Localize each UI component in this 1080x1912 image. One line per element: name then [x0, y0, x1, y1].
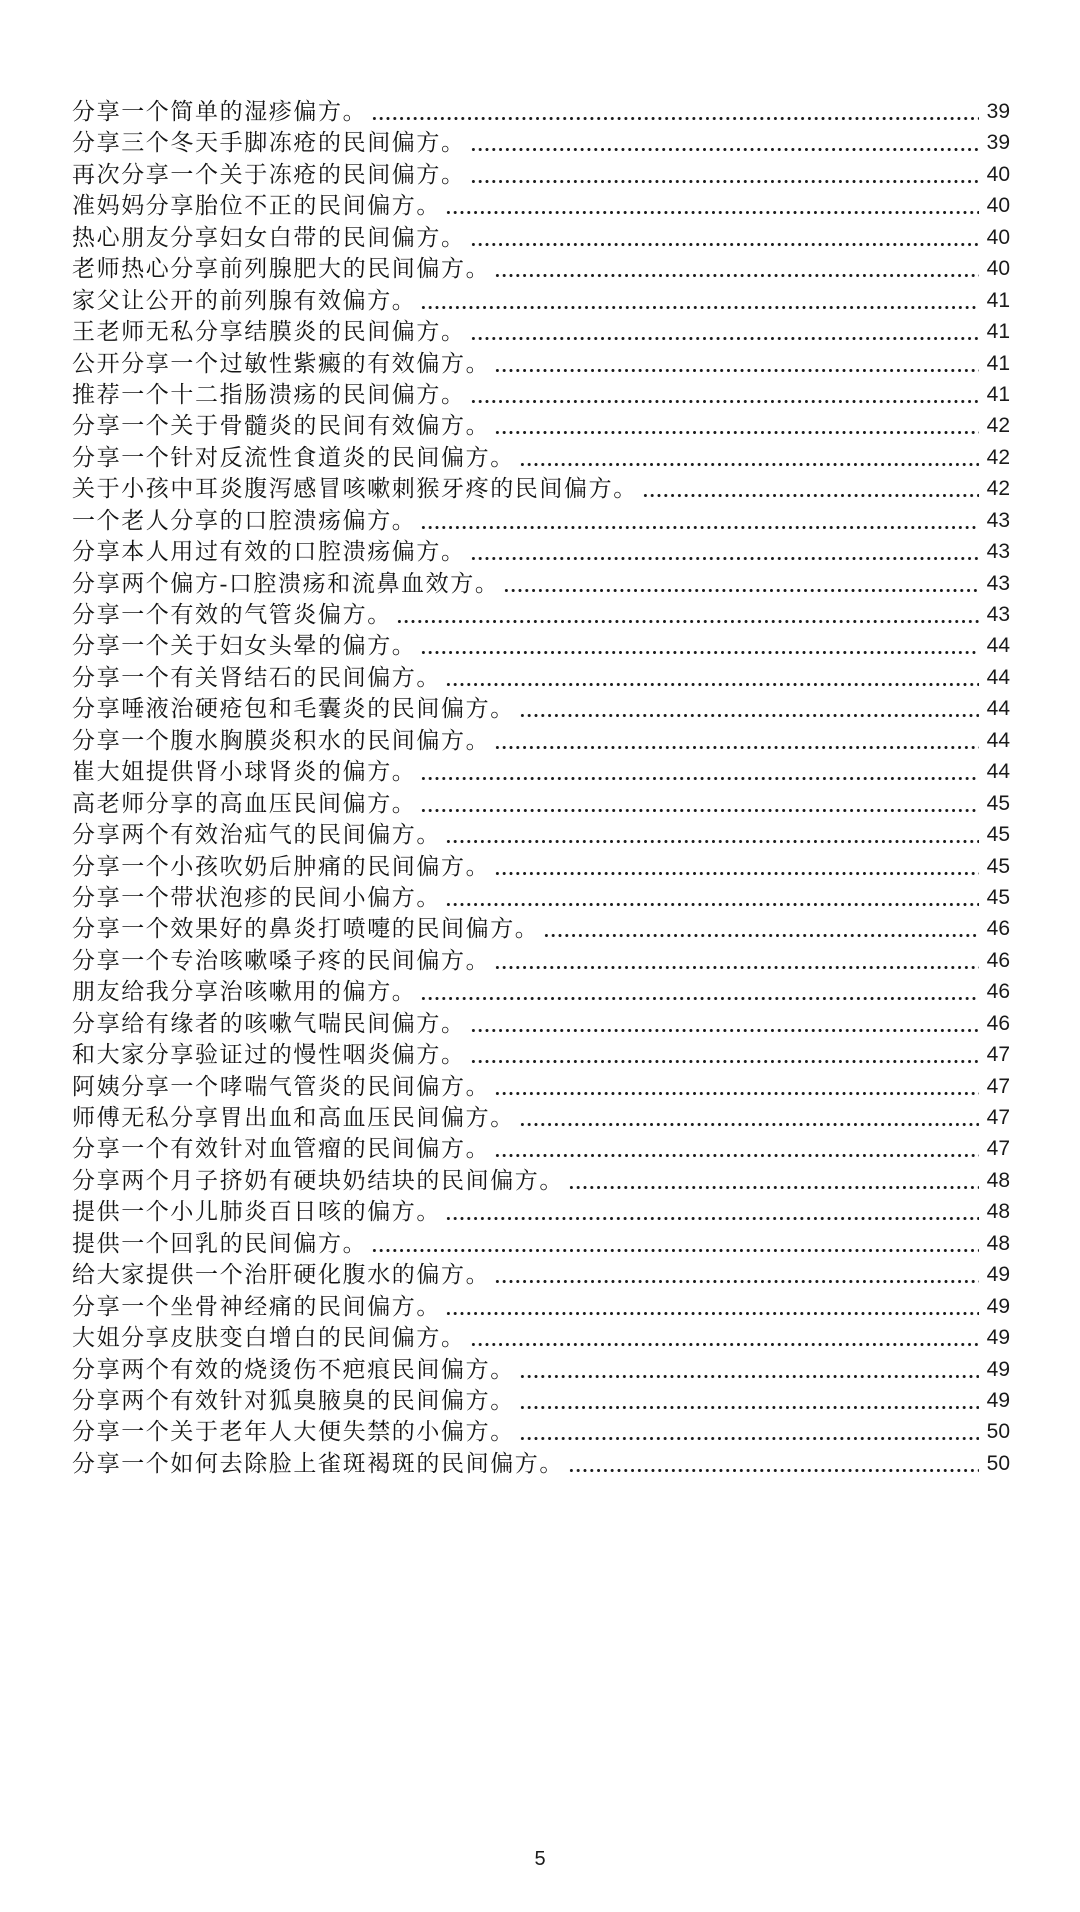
dot-leader: [420, 285, 978, 316]
toc-entry-page-number: 48: [986, 1231, 1010, 1255]
toc-entry[interactable]: [72, 1133, 1010, 1164]
toc-entry-title: 分享一个针对反流性食道炎的民间偏方。: [72, 444, 515, 470]
dot-leader: [642, 473, 979, 504]
toc-entry[interactable]: [72, 1385, 1010, 1416]
dot-leader: [396, 599, 979, 630]
toc-entry-page-number: 40: [986, 162, 1010, 186]
dot-leader: [568, 1165, 979, 1196]
toc-entry[interactable]: [72, 913, 1010, 944]
dot-leader: [519, 1385, 979, 1416]
toc-entry[interactable]: [72, 96, 1010, 127]
dot-leader: [519, 1102, 979, 1133]
toc-entry-page-number: 44: [986, 697, 1010, 721]
toc-entry[interactable]: [72, 662, 1010, 693]
toc-entry-page-number: 46: [986, 980, 1010, 1004]
toc-entry-title: 分享两个有效针对狐臭腋臭的民间偏方。: [72, 1387, 515, 1413]
toc-entry-title: 分享一个带状泡疹的民间小偏方。: [72, 884, 441, 910]
dot-leader: [420, 788, 978, 819]
toc-entry[interactable]: [72, 568, 1010, 599]
dot-leader: [494, 253, 978, 284]
toc-entry-page-number: 44: [986, 634, 1010, 658]
toc-entry-title: 分享一个坐骨神经痛的民间偏方。: [72, 1293, 441, 1319]
toc-entry[interactable]: [72, 1354, 1010, 1385]
toc-entry[interactable]: [72, 348, 1010, 379]
toc-entry[interactable]: [72, 756, 1010, 787]
toc-entry-page-number: 43: [986, 603, 1010, 626]
toc-entry-title: 朋友给我分享治咳嗽用的偏方。: [72, 979, 417, 1005]
toc-entry-page-number: 47: [986, 1137, 1010, 1161]
toc-entry-page-number: 42: [986, 477, 1010, 501]
toc-entry-title: 阿姨分享一个哮喘气管炎的民间偏方。: [72, 1073, 491, 1099]
toc-entry-title: 分享一个简单的湿疹偏方。: [72, 99, 368, 124]
toc-entry-page-number: 44: [986, 728, 1010, 752]
toc-entry-page-number: 49: [986, 1263, 1010, 1287]
toc-entry-title: 准妈妈分享胎位不正的民间偏方。: [72, 193, 441, 219]
toc-entry[interactable]: [72, 788, 1010, 819]
toc-entry-page-number: 50: [986, 1420, 1010, 1444]
toc-entry-title: 分享一个效果好的鼻炎打喷嚏的民间偏方。: [72, 916, 540, 942]
dot-leader: [420, 505, 978, 536]
dot-leader: [420, 630, 978, 661]
toc-entry-title: 分享给有缘者的咳嗽气喘民间偏方。: [72, 1010, 466, 1036]
toc-entry-page-number: 45: [986, 854, 1010, 878]
dot-leader: [494, 945, 978, 976]
toc-entry-page-number: 39: [986, 100, 1010, 123]
toc-entry-title: 分享一个如何去除脸上雀斑褐斑的民间偏方。: [72, 1450, 564, 1476]
toc-entry-page-number: 41: [986, 382, 1010, 406]
toc-entry[interactable]: [72, 442, 1010, 473]
toc-entry[interactable]: [72, 882, 1010, 913]
dot-leader: [519, 442, 979, 473]
dot-leader: [470, 536, 979, 567]
toc-entry-title: 师傅无私分享胃出血和高血压民间偏方。: [72, 1105, 515, 1130]
dot-leader: [494, 1133, 978, 1164]
toc-entry-title: 分享一个关于妇女头晕的偏方。: [72, 633, 417, 659]
dot-leader: [519, 1416, 979, 1447]
dot-leader: [371, 1228, 978, 1259]
toc-entry[interactable]: [72, 222, 1010, 253]
toc-entry-page-number: 49: [986, 1388, 1010, 1412]
toc-entry-title: 家父让公开的前列腺有效偏方。: [72, 287, 417, 313]
toc-entry-title: 高老师分享的高血压民间偏方。: [72, 790, 417, 816]
toc-entry[interactable]: [72, 976, 1010, 1007]
dot-leader: [445, 882, 979, 913]
toc-entry[interactable]: [72, 473, 1010, 504]
dot-leader: [494, 725, 978, 756]
toc-entry-page-number: 41: [986, 351, 1010, 375]
toc-entry-page-number: 47: [986, 1043, 1010, 1067]
toc-entry[interactable]: [72, 253, 1010, 284]
toc-entry-title: 分享两个偏方-口腔溃疡和流鼻血效方。: [72, 570, 500, 596]
toc-entry-title: 崔大姐提供肾小球肾炎的偏方。: [72, 759, 417, 785]
toc-entry[interactable]: [72, 1448, 1010, 1479]
dot-leader: [470, 127, 979, 158]
toc-entry-page-number: 43: [986, 571, 1010, 595]
toc-entry-title: 分享唾液治硬疮包和毛囊炎的民间偏方。: [72, 696, 515, 722]
toc-entry[interactable]: [72, 599, 1010, 630]
toc-entry[interactable]: [72, 693, 1010, 724]
toc-entry-page-number: 48: [986, 1168, 1010, 1192]
dot-leader: [445, 1291, 979, 1322]
dot-leader: [445, 1196, 979, 1227]
dot-leader: [543, 913, 978, 944]
toc-entry-title: 王老师无私分享结膜炎的民间偏方。: [72, 319, 466, 345]
toc-entry[interactable]: [72, 1165, 1010, 1196]
page-number: 5: [534, 1848, 546, 1870]
toc-entry[interactable]: [72, 505, 1010, 536]
toc-entry[interactable]: [72, 316, 1010, 347]
toc-entry[interactable]: [72, 819, 1010, 850]
toc-entry[interactable]: [72, 1008, 1010, 1039]
dot-leader: [568, 1448, 979, 1479]
dot-leader: [470, 379, 979, 410]
dot-leader: [420, 976, 978, 1007]
dot-leader: [494, 348, 978, 379]
toc-entry-title: 分享一个有关肾结石的民间偏方。: [72, 664, 441, 690]
toc-entry-title: 推荐一个十二指肠溃疡的民间偏方。: [72, 381, 466, 407]
toc-entry-title: 提供一个回乳的民间偏方。: [72, 1230, 368, 1256]
toc-entry-title: 分享一个关于老年人大便失禁的小偏方。: [72, 1419, 515, 1445]
toc-entry-title: 公开分享一个过敏性紫癜的有效偏方。: [72, 350, 491, 376]
toc-entry[interactable]: [72, 725, 1010, 756]
dot-leader: [519, 1354, 979, 1385]
toc-entry-page-number: 47: [986, 1106, 1010, 1129]
dot-leader: [470, 1008, 979, 1039]
dot-leader: [470, 159, 979, 190]
toc-entry-page-number: 50: [986, 1451, 1010, 1475]
toc-entry-title: 老师热心分享前列腺肥大的民间偏方。: [72, 256, 491, 282]
toc-entry[interactable]: [72, 379, 1010, 410]
toc-entry-title: 分享两个有效治疝气的民间偏方。: [72, 822, 441, 848]
toc-entry-title: 分享两个月子挤奶有硬块奶结块的民间偏方。: [72, 1167, 564, 1193]
toc-entry-page-number: 46: [986, 917, 1010, 941]
toc-entry-title: 分享一个有效针对血管瘤的民间偏方。: [72, 1136, 491, 1162]
toc-entry[interactable]: [72, 190, 1010, 221]
dot-leader: [470, 1039, 979, 1070]
toc-entry-page-number: 40: [986, 257, 1010, 281]
toc-entry[interactable]: [72, 851, 1010, 882]
toc-list: [72, 96, 1010, 1479]
toc-entry[interactable]: [72, 1322, 1010, 1353]
toc-entry-title: 分享两个有效的烧烫伤不疤痕民间偏方。: [72, 1356, 515, 1382]
dot-leader: [445, 662, 979, 693]
toc-entry-title: 热心朋友分享妇女白带的民间偏方。: [72, 224, 466, 250]
toc-entry-title: 分享本人用过有效的口腔溃疡偏方。: [72, 539, 466, 565]
toc-entry-title: 分享一个有效的气管炎偏方。: [72, 602, 392, 627]
toc-entry[interactable]: [72, 410, 1010, 441]
toc-entry-title: 提供一个小儿肺炎百日咳的偏方。: [72, 1199, 441, 1225]
toc-entry-title: 和大家分享验证过的慢性咽炎偏方。: [72, 1042, 466, 1068]
dot-leader: [494, 410, 978, 441]
dot-leader: [494, 1259, 978, 1290]
toc-entry-page-number: 46: [986, 1011, 1010, 1035]
dot-leader: [503, 568, 978, 599]
toc-entry-title: 分享一个腹水胸膜炎积水的民间偏方。: [72, 727, 491, 753]
toc-entry[interactable]: [72, 1039, 1010, 1070]
toc-entry-title: 大姐分享皮肤变白增白的民间偏方。: [72, 1325, 466, 1351]
toc-entry-page-number: 47: [986, 1074, 1010, 1098]
toc-entry-page-number: 45: [986, 885, 1010, 909]
dot-leader: [445, 819, 979, 850]
toc-entry-page-number: 40: [986, 225, 1010, 249]
toc-entry-title: 分享一个专治咳嗽嗓子疼的民间偏方。: [72, 947, 491, 973]
toc-entry[interactable]: [72, 1416, 1010, 1447]
toc-entry-page-number: 45: [986, 791, 1010, 815]
toc-entry-page-number: 40: [986, 194, 1010, 218]
toc-entry-page-number: 45: [986, 823, 1010, 847]
toc-entry[interactable]: [72, 1291, 1010, 1322]
dot-leader: [470, 1322, 979, 1353]
toc-entry-title: 分享一个小孩吹奶后肿痛的民间偏方。: [72, 853, 491, 879]
toc-entry-title: 再次分享一个关于冻疮的民间偏方。: [72, 161, 466, 187]
toc-entry-page-number: 39: [986, 131, 1010, 155]
dot-leader: [519, 693, 979, 724]
toc-entry-page-number: 42: [986, 414, 1010, 438]
toc-entry-page-number: 43: [986, 540, 1010, 564]
dot-leader: [420, 756, 978, 787]
dot-leader: [371, 96, 978, 127]
toc-entry[interactable]: [72, 1071, 1010, 1102]
toc-entry-page-number: 42: [986, 445, 1010, 469]
toc-entry-title: 一个老人分享的口腔溃疡偏方。: [72, 507, 417, 533]
dot-leader: [494, 851, 978, 882]
toc-entry-page-number: 41: [986, 288, 1010, 312]
toc-entry[interactable]: [72, 945, 1010, 976]
toc-entry[interactable]: [72, 630, 1010, 661]
toc-entry[interactable]: [72, 1102, 1010, 1133]
dot-leader: [470, 316, 979, 347]
toc-entry-page-number: 49: [986, 1294, 1010, 1318]
toc-entry[interactable]: [72, 285, 1010, 316]
dot-leader: [445, 190, 979, 221]
toc-entry[interactable]: [72, 127, 1010, 158]
dot-leader: [470, 222, 979, 253]
toc-entry-title: 分享一个关于骨髓炎的民间有效偏方。: [72, 413, 491, 439]
toc-entry[interactable]: [72, 536, 1010, 567]
toc-entry-title: 关于小孩中耳炎腹泻感冒咳嗽刺猴牙疼的民间偏方。: [72, 476, 638, 502]
toc-entry[interactable]: [72, 1196, 1010, 1227]
toc-entry-title: 给大家提供一个治肝硬化腹水的偏方。: [72, 1262, 491, 1288]
toc-entry-page-number: 46: [986, 948, 1010, 972]
toc-entry-page-number: 48: [986, 1200, 1010, 1224]
toc-entry-page-number: 44: [986, 760, 1010, 784]
toc-entry-page-number: 44: [986, 665, 1010, 689]
toc-entry-page-number: 43: [986, 508, 1010, 532]
toc-entry[interactable]: [72, 1259, 1010, 1290]
toc-entry-page-number: 49: [986, 1326, 1010, 1350]
dot-leader: [494, 1071, 978, 1102]
toc-entry-page-number: 41: [986, 320, 1010, 344]
toc-entry-title: 分享三个冬天手脚冻疮的民间偏方。: [72, 130, 466, 156]
toc-entry[interactable]: [72, 159, 1010, 190]
toc-entry-page-number: 49: [986, 1357, 1010, 1381]
toc-entry[interactable]: [72, 1228, 1010, 1259]
